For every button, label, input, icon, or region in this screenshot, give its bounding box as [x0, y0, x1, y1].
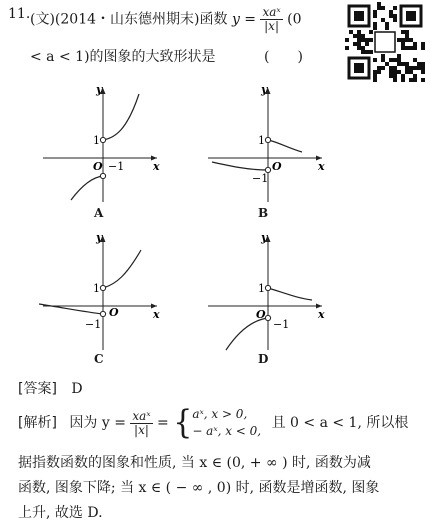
open-point-top	[265, 285, 270, 290]
qr-module	[389, 10, 393, 14]
tick-label-neg-one: −1	[85, 318, 102, 331]
qr-module	[413, 58, 417, 62]
tick-label-one: 1	[93, 134, 100, 147]
qr-module	[365, 42, 369, 46]
qr-module	[421, 78, 425, 82]
solution-line-3: 函数, 图象下降; 当 x ∈ ( − ∞ , 0) 时, 函数是增函数, 图象	[18, 480, 380, 496]
origin-label: O	[272, 160, 282, 173]
curve-right	[268, 288, 312, 300]
qr-module	[353, 42, 357, 46]
qr-module	[413, 46, 417, 50]
question-line-2	[30, 46, 303, 66]
y-label: y	[261, 83, 268, 96]
qr-module	[373, 74, 377, 78]
x-label: x	[153, 160, 160, 173]
curve-right	[268, 140, 302, 152]
qr-module	[401, 38, 405, 42]
qr-module	[421, 70, 425, 74]
question-suffix: (0	[287, 11, 302, 28]
qr-module	[373, 10, 377, 14]
answer-value: D	[71, 381, 83, 397]
qr-module	[389, 66, 393, 70]
y-label: y	[96, 83, 103, 96]
solution-row-1	[18, 403, 409, 442]
qr-module	[377, 66, 381, 70]
qr-module	[393, 70, 397, 74]
graph-b	[200, 80, 330, 208]
qr-module	[421, 42, 425, 46]
qr-module	[373, 22, 377, 26]
origin-label: O	[109, 306, 119, 319]
question-frac-denominator: |x|	[264, 19, 279, 33]
question-prefix: (文)(2014・山东德州期末)函数	[30, 11, 228, 28]
qr-module	[389, 58, 393, 62]
x-label: x	[153, 308, 160, 321]
graph-d-label: D	[258, 352, 269, 366]
y-label: y	[261, 231, 268, 244]
qr-module	[381, 54, 385, 58]
tick-label-one: 1	[258, 282, 265, 295]
qr-module	[385, 22, 389, 26]
open-point-bottom	[100, 173, 105, 178]
qr-module	[369, 30, 373, 34]
answer-tag: [答案]	[18, 381, 57, 397]
qr-module	[369, 50, 373, 54]
solution-equals: =	[157, 415, 169, 431]
qr-module	[401, 74, 405, 78]
open-point-top	[265, 137, 270, 142]
qr-module	[357, 30, 361, 34]
qr-module	[373, 78, 377, 82]
qr-module	[389, 74, 393, 78]
x-label: x	[318, 308, 325, 321]
qr-module	[389, 14, 393, 18]
origin-label: O	[93, 160, 103, 173]
qr-module	[397, 54, 401, 58]
qr-module	[405, 30, 409, 34]
qr-module	[405, 66, 409, 70]
qr-module	[393, 78, 397, 82]
question-func-y: y =	[231, 11, 257, 28]
qr-module	[357, 42, 361, 46]
y-label: y	[96, 231, 103, 244]
piecewise-case-2: − aˣ, x < 0,	[192, 424, 262, 438]
curve-right	[103, 94, 139, 140]
graph-c-label: C	[94, 352, 104, 366]
qr-module	[401, 46, 405, 50]
solution-fraction	[130, 410, 152, 437]
tick-label-neg-one: −1	[273, 318, 290, 331]
tick-label-one: 1	[93, 282, 100, 295]
origin-label: O	[256, 308, 266, 321]
qr-module	[381, 6, 385, 10]
solution-frac-numerator: xaˣ	[132, 408, 151, 423]
qr-module	[357, 38, 361, 42]
curve-left	[71, 176, 103, 200]
qr-module	[421, 62, 425, 66]
graph-d	[200, 228, 330, 356]
graph-a-label: A	[94, 206, 104, 220]
question-line-1	[30, 6, 302, 33]
tick-label-neg-one: −1	[108, 160, 125, 173]
qr-module	[409, 46, 413, 50]
graph-c	[35, 228, 165, 356]
qr-code-image	[345, 2, 425, 82]
tick-label-one: 1	[258, 134, 265, 147]
question-fraction	[260, 6, 282, 33]
solution-frac-denominator: |x|	[134, 422, 149, 437]
qr-module	[373, 14, 377, 18]
curve-left	[226, 318, 268, 350]
qr-module	[377, 70, 381, 74]
qr-module	[365, 38, 369, 42]
question-number: 11.	[8, 6, 31, 22]
qr-module	[385, 62, 389, 66]
curve-right	[103, 250, 141, 288]
solution-after: 且 0 < a < 1, 所以根	[271, 415, 409, 431]
qr-module	[353, 34, 357, 38]
qr-module	[397, 62, 401, 66]
qr-module	[393, 74, 397, 78]
qr-module	[393, 66, 397, 70]
qr-module	[397, 58, 401, 62]
qr-module	[417, 62, 421, 66]
graph-b-label: B	[258, 206, 269, 220]
question-condition: < a < 1)的图象的大致形状是	[30, 49, 216, 65]
qr-module	[361, 34, 365, 38]
qr-module	[345, 46, 349, 50]
qr-module	[381, 18, 385, 22]
graph-a	[35, 80, 165, 208]
solution-intro: 因为 y =	[69, 415, 126, 431]
solution-line-2: 据指数函数的图象和性质, 当 x ∈ (0, + ∞ ) 时, 函数为减	[18, 455, 371, 471]
qr-module	[377, 2, 381, 6]
open-point-bottom	[100, 311, 105, 316]
qr-module	[381, 58, 385, 62]
curve-left	[212, 162, 268, 170]
qr-module	[397, 70, 401, 74]
qr-module	[361, 46, 365, 50]
qr-module	[397, 38, 401, 42]
solution-tag: [解析]	[18, 415, 57, 431]
qr-module	[409, 66, 413, 70]
x-label: x	[318, 160, 325, 173]
qr-module	[377, 6, 381, 10]
qr-module	[417, 66, 421, 70]
qr-module	[401, 78, 405, 82]
qr-module	[373, 70, 377, 74]
qr-module	[421, 66, 425, 70]
qr-module	[357, 34, 361, 38]
qr-module	[393, 58, 397, 62]
qr-module	[401, 62, 405, 66]
qr-module	[361, 38, 365, 42]
qr-module	[349, 30, 353, 34]
qr-module	[389, 70, 393, 74]
qr-module	[393, 18, 397, 22]
answer-row	[18, 378, 83, 398]
question-frac-numerator: xaˣ	[262, 5, 281, 19]
qr-module	[365, 50, 369, 54]
qr-module	[393, 14, 397, 18]
qr-module	[405, 34, 409, 38]
qr-module	[369, 38, 373, 42]
qr-module	[409, 78, 413, 82]
qr-module	[405, 38, 409, 42]
qr-module	[413, 66, 417, 70]
qr-module	[409, 70, 413, 74]
qr-module	[361, 50, 365, 54]
tick-label-neg-one: −1	[252, 172, 269, 185]
qr-module	[409, 38, 413, 42]
qr-module	[357, 46, 361, 50]
open-point-top	[100, 285, 105, 290]
piecewise-case-1: aˣ, x > 0,	[192, 407, 248, 421]
qr-module	[405, 62, 409, 66]
qr-module	[373, 58, 377, 62]
piecewise-cases	[192, 406, 261, 440]
qr-module	[421, 46, 425, 50]
qr-module	[413, 78, 417, 82]
qr-module	[393, 6, 397, 10]
qr-module	[413, 74, 417, 78]
open-point-bottom	[265, 315, 270, 320]
qr-module	[381, 66, 385, 70]
piecewise-brace: {	[173, 403, 193, 442]
qr-module	[405, 46, 409, 50]
solution-line-4: 上升, 故选 D.	[18, 505, 103, 521]
qr-module	[373, 26, 377, 30]
open-point-top	[100, 137, 105, 142]
qr-module	[385, 26, 389, 30]
qr-module	[345, 38, 349, 42]
qr-module	[405, 70, 409, 74]
answer-blank: ( )	[263, 49, 303, 65]
qr-module	[401, 30, 405, 34]
qr-module	[401, 42, 405, 46]
qr-module	[413, 42, 417, 46]
